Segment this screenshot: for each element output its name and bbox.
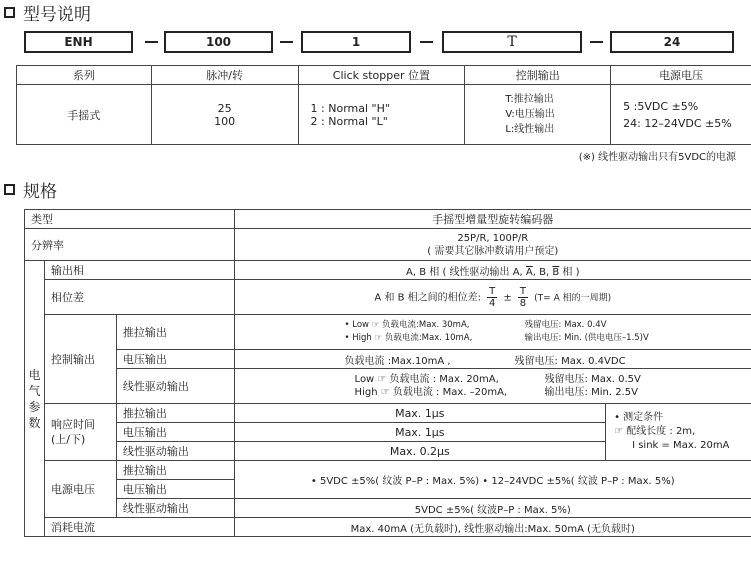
phase-b-bar: $\overline{B}$ xyxy=(552,266,560,278)
resp-label: 响应时间 (上/下) xyxy=(44,404,116,461)
row-voltage xyxy=(25,350,751,369)
model-table-header xyxy=(17,66,751,85)
code-dash xyxy=(590,41,603,43)
cell-series: 手摇式 xyxy=(17,85,152,145)
pdiff-value xyxy=(234,280,751,315)
elec-label: 电气参数 xyxy=(25,261,45,537)
frac-num: T xyxy=(489,285,496,297)
current-value: Max. 40mA (无负载时), 线性驱动输出:Max. 50mA (无负载时) xyxy=(234,518,751,537)
res-value-line2: ( 需要其它脉冲数请用户预定) xyxy=(427,245,559,257)
phase-suffix: 相 ) xyxy=(562,266,580,278)
cond-wire: ☞ 配线长度 : 2m, xyxy=(614,426,696,437)
vo-load: 负载电流 :Max.10mA , xyxy=(344,355,451,367)
cell-pulses xyxy=(151,85,298,145)
plus-minus: ± xyxy=(503,292,512,303)
row-resolution xyxy=(25,229,751,261)
square-bullet-icon xyxy=(4,184,15,195)
voltage-label: 电压输出 xyxy=(116,350,234,369)
pulse-100: 100 xyxy=(214,114,236,128)
resp-vo-label: 电压输出 xyxy=(116,423,234,442)
phase-prefix: A, B 相 ( 线性驱动输出 A, xyxy=(406,266,523,278)
pp-out: 输出电压: Min. (供电电压–1.5)V xyxy=(524,333,649,343)
square-bullet-icon xyxy=(4,7,15,18)
pdiff-prefix: A 和 B 相之间的相位差: xyxy=(374,292,482,303)
section-title-model xyxy=(4,0,91,25)
code-box-pulse: 100 xyxy=(164,31,273,53)
cell-stopper xyxy=(298,85,465,145)
pp-low: • Low ☞ 负载电流:Max. 30mA, xyxy=(344,320,470,330)
spec-table xyxy=(24,209,751,537)
code-box-stopper: 1 xyxy=(301,31,411,53)
row-current xyxy=(25,518,751,537)
row-phase xyxy=(25,261,751,280)
line-value xyxy=(234,369,751,404)
cell-power xyxy=(611,85,751,145)
psu-vo-label: 电压输出 xyxy=(116,480,234,499)
ld-res: 残留电压: Max. 0.5V xyxy=(544,374,641,385)
phase-sep: , B, xyxy=(532,266,550,278)
row-psu-pp xyxy=(25,461,751,480)
fraction-t4 xyxy=(487,286,497,309)
psu-label: 电源电压 xyxy=(44,461,116,518)
res-label: 分辨率 xyxy=(25,229,235,261)
frac-den: 4 xyxy=(489,297,496,309)
row-type xyxy=(25,210,751,229)
section-title-text: 规格 xyxy=(23,182,57,202)
row-pushpull xyxy=(25,315,751,350)
cond-isink: I sink = Max. 20mA xyxy=(632,440,730,451)
resp-pp-label: 推拉输出 xyxy=(116,404,234,423)
cell-outputs xyxy=(465,85,611,145)
model-table-row xyxy=(17,85,751,145)
header-output: 控制输出 xyxy=(465,66,611,85)
pp-res: 残留电压: Max. 0.4V xyxy=(524,320,607,330)
stopper-1: 1 : Normal "H" xyxy=(310,101,390,115)
ld-out: 输出电压: Min. 2.5V xyxy=(544,387,638,398)
line-label: 线性驱动输出 xyxy=(116,369,234,404)
res-value xyxy=(234,229,751,261)
code-box-power: 24 xyxy=(610,31,734,53)
header-pulses: 脉冲/转 xyxy=(151,66,298,85)
resp-vo-value: Max. 1μs xyxy=(234,423,606,442)
pdiff-label: 相位差 xyxy=(44,280,234,315)
header-series: 系列 xyxy=(17,66,152,85)
pdiff-suffix: (T= A 相的一周期) xyxy=(534,293,612,303)
header-power: 电源电压 xyxy=(611,66,751,85)
code-dash xyxy=(420,41,433,43)
power-24: 24: 12–24VDC ±5% xyxy=(623,116,732,130)
model-table xyxy=(16,65,751,145)
phase-a-bar: $\overline{A}$ xyxy=(525,266,533,278)
phase-value xyxy=(234,261,751,280)
cond-title: • 测定条件 xyxy=(614,412,664,423)
output-l: L:线性输出 xyxy=(505,124,555,135)
resp-ld-label: 线性驱动输出 xyxy=(116,442,234,461)
resp-condition xyxy=(606,404,751,461)
ctrl-label: 控制输出 xyxy=(44,315,116,404)
code-box-series: ENH xyxy=(24,31,133,53)
section-title-spec xyxy=(4,177,57,202)
row-resp-pp xyxy=(25,404,751,423)
resp-ld-value: Max. 0.2μs xyxy=(234,442,606,461)
row-psu-ld xyxy=(25,499,751,518)
row-line xyxy=(25,369,751,404)
pushpull-value xyxy=(234,315,751,350)
vo-res: 残留电压: Max. 0.4VDC xyxy=(514,355,626,367)
code-dash xyxy=(145,41,158,43)
header-stopper: Click stopper 位置 xyxy=(298,66,465,85)
frac-den: 8 xyxy=(519,297,527,309)
frac-num: T xyxy=(519,285,527,297)
code-box-output: T xyxy=(442,31,582,53)
psu-value: • 5VDC ±5%( 纹波 P–P : Max. 5%) • 12–24VDC ±5%( 纹波 P–P : Max. 5%) xyxy=(234,461,751,499)
pp-high: • High ☞ 负载电流:Max. 10mA, xyxy=(344,333,473,343)
phase-label: 输出相 xyxy=(44,261,234,280)
current-label: 消耗电流 xyxy=(44,518,234,537)
type-label: 类型 xyxy=(25,210,235,229)
output-t: T:推拉输出 xyxy=(505,94,554,105)
code-dash xyxy=(280,41,293,43)
voltage-value xyxy=(234,350,751,369)
psu-pp-label: 推拉输出 xyxy=(116,461,234,480)
type-value: 手摇型增量型旋转编码器 xyxy=(234,210,751,229)
section-title-text: 型号说明 xyxy=(23,5,91,25)
psu-ld-value: 5VDC ±5%( 纹波P–P : Max. 5%) xyxy=(234,499,751,518)
power-5: 5 :5VDC ±5% xyxy=(623,99,699,113)
footnote: (※) 线性驱动输出只有5VDC的电源 xyxy=(578,152,736,163)
stopper-2: 2 : Normal "L" xyxy=(310,114,388,128)
ld-low: Low ☞ 负载电流 : Max. 20mA, xyxy=(354,374,499,385)
pushpull-label: 推拉输出 xyxy=(116,315,234,350)
ld-high: High ☞ 负载电流 : Max. –20mA, xyxy=(354,387,508,398)
psu-ld-label: 线性驱动输出 xyxy=(116,499,234,518)
fraction-t8 xyxy=(518,286,528,309)
res-value-line1: 25P/R, 100P/R xyxy=(457,232,529,244)
resp-pp-value: Max. 1μs xyxy=(234,404,606,423)
row-phase-diff xyxy=(25,280,751,315)
output-v: V:电压输出 xyxy=(505,109,555,120)
pulse-25: 25 xyxy=(217,101,232,115)
